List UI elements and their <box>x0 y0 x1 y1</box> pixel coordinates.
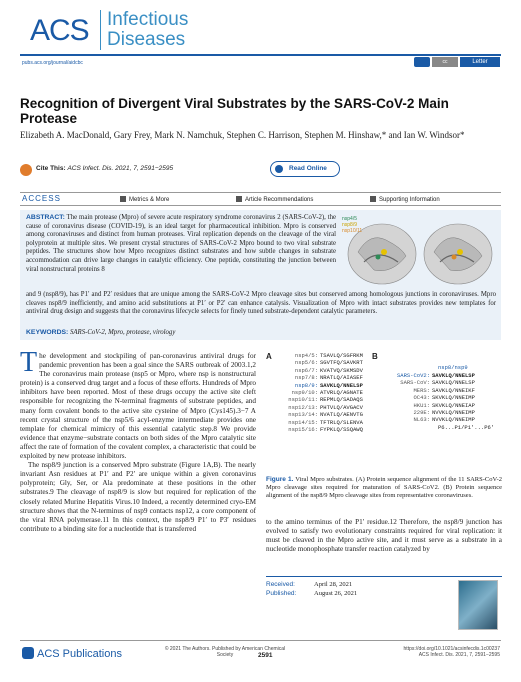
sequence-label: nsp10/11: <box>288 396 318 404</box>
sequence-value: SKVKLQ/NNEIMP <box>432 394 475 402</box>
acs-publications-icon <box>22 647 34 659</box>
figure-sequence-row <box>284 382 363 389</box>
sequence-value: TSAVLQ/SGFRKM <box>320 352 363 359</box>
keywords-label: KEYWORDS: <box>26 329 69 336</box>
cite-reference: ACS Infect. Dis. 2021, 7, 2591−2595 <box>67 165 174 172</box>
dropcap: T <box>20 347 38 378</box>
cite-icon[interactable] <box>20 164 32 176</box>
figure-sequence-row <box>284 419 363 426</box>
sequence-label: nsp4/5: <box>294 352 318 359</box>
sequence-label: NL63: <box>413 416 430 424</box>
open-access-icon <box>414 57 430 67</box>
sequence-value: NRATLQ/AIASEF <box>320 374 363 382</box>
figure-sequence-row <box>388 402 494 409</box>
keywords <box>26 329 175 336</box>
author-list[interactable]: Elizabeth A. MacDonald, Gary Frey, Mark N. Namchuk, Stephen C. Harrison, Stephen M. Hinshaw,* and Ian W. Windsor* <box>20 130 465 140</box>
acs-publications-logo[interactable] <box>22 647 122 660</box>
doi-link[interactable]: https://doi.org/10.1021/acsinfecdis.1c00237 <box>403 646 500 652</box>
figure-sequence-row <box>388 372 494 379</box>
journal-name-line2: Diseases <box>107 29 186 50</box>
sequence-label: nsp7/8: <box>294 374 318 382</box>
figure-sequence-row <box>284 367 363 374</box>
received-date: April 28, 2021 <box>314 581 353 588</box>
copyright: © 2021 The Authors. Published by American Chemical Society <box>164 646 286 658</box>
doi-block <box>360 646 500 658</box>
sequence-label: nsp12/13: <box>288 403 318 411</box>
figure-panel-b <box>388 364 494 432</box>
toc-graphic[interactable] <box>340 212 500 292</box>
body-paragraph-1: he development and stockpiling of pan-coronavirus antiviral drugs for pandemic prevention has been a goal since the SARS outbreak of 2003.1,2 The coronavirus main protease (nsp5 or Mpro, where nsp is nonstructural protein) is a conserved drug target and a focus of these efforts. Hundreds of Mpro inhibitors have been reported. Most of these drugs occupy the active site cleft responsible for recognizing the N-terminal fragments of substrate peptides, and many form covalent bonds to the active site cysteine of Mpro (Cys145).3−7 A recent crystal structure of the nsp5/6 acyl-enzyme intermediate provides one template for chemical mimicry of this essential catalytic step.8 We provide evidence that enzyme−substrate contacts on both sides of the Mpro catalytic site affect the rate of formation of the covalent complex, a characteristic that could be exploited by new protease inhibitors. <box>20 352 256 461</box>
figure-sequence-row <box>284 426 363 433</box>
figure-sequence-row <box>388 394 494 401</box>
body-paragraph-2: The nsp8/9 junction is a conserved Mpro substrate (Figure 1A,B). The nearly invariant Asn residues at P1′ and P2′ are unique within a given coronavirus polyprotein; Gly, Ser, or Ala predominate at these positions in the other substrates.9 The cleavage of nsp8/9 is slow but required for replication of the closely related Murine Hepatitis Virus.10 Indeed, a recently determined cryo-EM structure shows that the N-terminus of nsp9 contacts nsp12, a core component of the viral RNA polymerase.11 In this context, the nsp8/9 P1′ to P3′ residues contribute to a binding site for a nucleotide that is transferred <box>20 461 256 533</box>
journal-name-line1: Infectious <box>107 9 189 30</box>
cite-this[interactable] <box>36 165 173 172</box>
read-online-button[interactable] <box>270 161 340 177</box>
keywords-text: SARS-CoV-2, Mpro, protease, virology <box>70 329 176 336</box>
sequence-value: NVVKLQ/NNEIMP <box>432 416 475 424</box>
abstract-label: ABSTRACT: <box>26 214 65 221</box>
body-right-column: to the amino terminus of the P1′ residue.12 Therefore, the nsp8/9 junction has evolved to satisfy two evolutionary constraints required for viral replication: it must be cleaved in the Mpro active site, and it must serve as a substrate in a nucleotide monophosphate transfer reaction catalyzed by <box>266 518 502 554</box>
figure-sequence-row <box>284 411 363 418</box>
sequence-label: nsp13/14: <box>288 411 318 419</box>
sequence-value: SGVTFQ/SAVKRT <box>320 359 363 367</box>
page-number: 2591 <box>258 652 273 659</box>
cite-label: Cite This: <box>36 165 66 172</box>
figure-caption <box>266 476 502 500</box>
figure-caption-label: Figure 1. <box>266 476 294 483</box>
sequence-label: nsp9/10: <box>291 389 318 397</box>
abstract-text-1: The main protease (Mpro) of severe acute respiratory syndrome coronavirus 2 (SARS-CoV-2), the cause of coronavirus disease (COVID-19), is an ideal target for pharmaceutical inhibition. Mpro is conserved among coronaviruses and distinct from human proteases. Viral replication depends on the cleavage of the viral polyprotein at multiple sites. We present crystal structures of SARS-CoV-2 Mpro bound to two viral substrate peptides. The structures show how Mpro recognizes distinct substrates and how subtle changes in substrate accommodation can drive large changes in catalytic efficiency. One peptide, constituting the junction between viral nonstructural proteins 8 <box>26 214 336 273</box>
sequence-label: HKU1: <box>413 401 430 409</box>
published-date: August 26, 2021 <box>314 590 358 597</box>
sequence-value: SAVKLQ/NNELSP <box>320 381 363 389</box>
body-left-column <box>20 347 256 534</box>
sequence-value: PHTVLQ/AVGACV <box>320 403 363 411</box>
sequence-value: FYPKLQ/SSQAWQ <box>320 426 363 434</box>
recommendations-link[interactable] <box>236 196 313 203</box>
metrics-link[interactable] <box>120 196 169 203</box>
sequence-value: NVATLQ/AENVTG <box>320 411 363 419</box>
sequence-value: KVATVQ/SKMSDV <box>320 366 363 374</box>
sequence-value: SKVKLQ/NNEIAP <box>432 401 475 409</box>
figure-sequence-row <box>388 409 494 416</box>
sequence-value: NVVKLQ/NNEIMP <box>432 409 475 417</box>
supporting-info-label: Supporting Information <box>379 197 440 203</box>
sequence-value: SAVKLQ/NNEIKF <box>432 386 475 394</box>
figure-sequence-row <box>388 387 494 394</box>
sequence-label: nsp8/9: <box>294 381 318 389</box>
metrics-icon <box>120 196 126 202</box>
figure-panel-b-footer: P6...P1/P1'...P6' <box>438 423 495 431</box>
figure-sequence-row <box>284 352 363 359</box>
toc-legend-1: nsp4/5 <box>342 216 358 222</box>
sequence-label: MERS: <box>413 386 430 394</box>
figure-sequence-row <box>284 389 363 396</box>
journal-cover-image[interactable] <box>458 580 498 630</box>
journal-name[interactable] <box>100 10 188 50</box>
sequence-label: SARS-CoV: <box>400 379 430 387</box>
access-title: ACCESS <box>22 194 61 203</box>
figure-panel-a <box>284 352 363 433</box>
sequence-label: nsp15/16: <box>288 426 318 434</box>
sequence-label: 229E: <box>413 409 430 417</box>
figure-sequence-row <box>388 379 494 386</box>
sequence-value: SAVKLQ/NNELSP <box>432 379 475 387</box>
figure-caption-text: Viral Mpro substrates. (A) Protein sequence alignment of the 11 SARS-CoV-2 Mpro cleavage sites required for maturation of SARS-CoV2. (B) Protein sequence alignment of the nsp8/9 Mpro cleavage sites from representative coronaviruses. <box>266 476 503 499</box>
acs-publications-label: ACS Publications <box>37 648 122 660</box>
sequence-value: TFTRLQ/SLENVA <box>320 418 363 426</box>
supporting-info-link[interactable] <box>370 196 440 203</box>
received-label: Received: <box>266 581 295 588</box>
sequence-value: REPMLQ/SADAQS <box>320 396 363 404</box>
sequence-label: nsp14/15: <box>288 418 318 426</box>
abstract-part2: and 9 (nsp8/9), has P1′ and P2′ residues that are unique among the SARS-CoV-2 Mpro cleavage sites but conserved among homologous junctions in coronaviruses. Mpro cleaves nsp8/9 inefficiently, and amino acid substitutions at P1′ or P2′ can enhance catalysis. Visualization of Mpro with intact substrates provides new templates for antiviral drug design and suggests that the coronavirus lifecycle selects for finely tuned substrate-dependent catalytic parameters. <box>26 291 496 316</box>
figure-sequence-row <box>284 404 363 411</box>
published-label: Published: <box>266 590 297 597</box>
sequence-label: SARS-CoV2: <box>396 372 430 379</box>
toc-legend-3: nsp10/11 <box>342 228 363 234</box>
recommendations-label: Article Recommendations <box>245 197 314 203</box>
sequence-label: nsp5/6: <box>294 359 318 367</box>
journal-url[interactable]: pubs.acs.org/journal/aidcbc <box>22 60 83 66</box>
figure-sequence-row <box>284 374 363 381</box>
acs-logo[interactable]: ACS <box>30 14 89 47</box>
supporting-info-icon <box>370 196 376 202</box>
figure-panel-b-header: nsp8/nsp9 <box>438 364 468 371</box>
metrics-label: Metrics & More <box>129 197 170 203</box>
figure-panel-a-label: A <box>266 352 272 361</box>
recommendations-icon <box>236 196 242 202</box>
abstract-part1 <box>26 214 336 274</box>
figure-panel-b-label: B <box>372 352 378 361</box>
sequence-value: SAVKLQ/NNELSP <box>432 372 475 379</box>
figure-sequence-row <box>388 416 494 423</box>
footer-divider <box>20 640 501 641</box>
toc-legend-2: nsp8/9 <box>342 222 358 228</box>
footer-citation: ACS Infect. Dis. 2021, 7, 2591−2595 <box>418 652 500 658</box>
sequence-value: ATVRLQ/AGNATE <box>320 389 363 397</box>
figure-sequence-row <box>284 359 363 366</box>
cc-license-icon[interactable]: cc <box>432 57 458 67</box>
figure-sequence-row <box>284 396 363 403</box>
header-divider <box>20 54 501 56</box>
figure-1 <box>266 352 502 470</box>
article-title: Recognition of Divergent Viral Substrates by the SARS-CoV-2 Main Protease <box>20 96 449 126</box>
read-online-icon <box>275 165 283 173</box>
sequence-label: nsp6/7: <box>294 366 318 374</box>
sequence-label: OC43: <box>413 394 430 402</box>
read-online-label: Read Online <box>289 165 327 172</box>
article-type-badge: Letter <box>460 57 500 67</box>
